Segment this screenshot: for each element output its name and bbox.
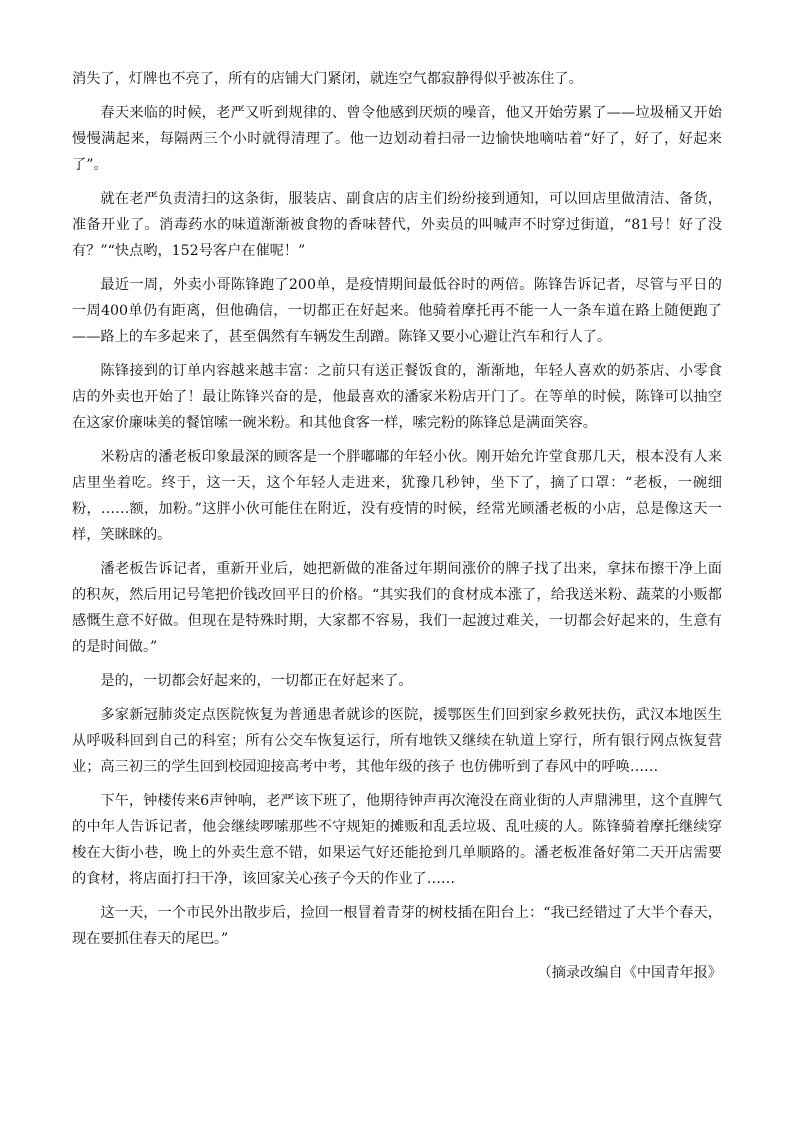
paragraph-7: 潘老板告诉记者，重新开业后，她把新做的准备过年期间涨价的牌子找了出来，拿抹布擦干净上面的积灰，然后用记号笔把价钱改回平日的价格。“其实我们的食材成本涨了，给我送米粉、蔬菜的小贩都感慨生意不好做。但现在是特殊时期，大家都不容易，我们一起渡过难关，一切都会好起来的，生意有的是时间做。” — [72, 561, 722, 655]
paragraph-3: 就在老严负责清扫的这条街，服装店、副食店的店主们纷纷接到通知，可以回店里做清洁、备货，准备开业了。消毒药水的味道渐渐被食物的香味替代，外卖员的叫喊声不时穿过街道，“81号！好了没有？”“快点哟，152号客户在催呢！” — [72, 191, 722, 259]
paragraph-4: 最近一周，外卖小哥陈锋跑了200单，是疫情期间最低谷时的两倍。陈锋告诉记者，尽管与平日的一周400单仍有距离，但他确信，一切都正在好起来。他骑着摩托再不能一人一条车道在路上随便跑了——路上的车多起来了，甚至偶然有车辆发生刮蹭。陈锋又要小心避让汽车和行人了。 — [72, 277, 722, 345]
source-attribution: （摘录改编自《中国青年报》 — [537, 965, 722, 981]
paragraph-6: 米粉店的潘老板印象最深的顾客是一个胖嘟嘟的年轻小伙。刚开始允许堂食那几天，根本没有人来店里坐着吃。终于，这一天，这个年轻人走进来，犹豫几秒钟，坐下了，摘了口罩：“老板，一碗细粉，……额，加粉。”这胖小伙可能住在附近，没有疫情的时候，经常光顾潘老板的小店，总是像这天一样，笑眯眯的。 — [72, 449, 722, 543]
article-page — [72, 66, 722, 994]
paragraph-10: 下午，钟楼传来6声钟响，老严该下班了，他期待钟声再次淹没在商业街的人声鼎沸里，这个直脾气的中年人告诉记者，他会继续啰嗦那些不守规矩的摊贩和乱丢垃圾、乱吐痰的人。陈锋骑着摩托继续穿梭在大街小巷，晚上的外卖生意不错，如果运气好还能抢到几单顺路的。潘老板准备好第二天开店需要的食材，将店面打扫干净，该回家关心孩子今天的作业了…… — [72, 793, 722, 887]
paragraph-2: 春天来临的时候，老严又听到规律的、曾令他感到厌烦的噪音，他又开始劳累了——垃圾桶又开始慢慢满起来，每隔两三个小时就得清理了。他一边划动着扫帚一边愉快地嘀咕着“好了，好了，好起来了”。 — [72, 105, 722, 173]
paragraph-9: 多家新冠肺炎定点医院恢复为普通患者就诊的医院，援鄂医生们回到家乡救死扶伤，武汉本地医生从呼吸科回到自己的科室；所有公交车恢复运行，所有地铁又继续在轨道上穿行，所有银行网点恢复营业；高三初三的学生回到校园迎接高考中考，其他年级的孩子 也仿佛听到了春风中的呼唤…… — [72, 707, 722, 775]
paragraph-8: 是的，一切都会好起来的，一切都正在好起来了。 — [100, 673, 413, 689]
paragraph-11: 这一天，一个市民外出散步后，捡回一根冒着青芽的树枝插在阳台上：“我已经错过了大半个春天，现在要抓住春天的尾巴。” — [72, 905, 722, 947]
paragraph-5: 陈锋接到的订单内容越来越丰富：之前只有送正餐饭食的，渐渐地，年轻人喜欢的奶茶店、小零食店的外卖也开始了！最让陈锋兴奋的是，他最喜欢的潘家米粉店开门了。在等单的时候，陈锋可以抽空在这家价廉味美的餐馆嗦一碗米粉。和其他食客一样，嗦完粉的陈锋总是满面笑容。 — [72, 363, 722, 431]
paragraph-1: 消失了，灯牌也不亮了，所有的店铺大门紧闭，就连空气都寂静得似乎被冻住了。 — [72, 71, 583, 87]
